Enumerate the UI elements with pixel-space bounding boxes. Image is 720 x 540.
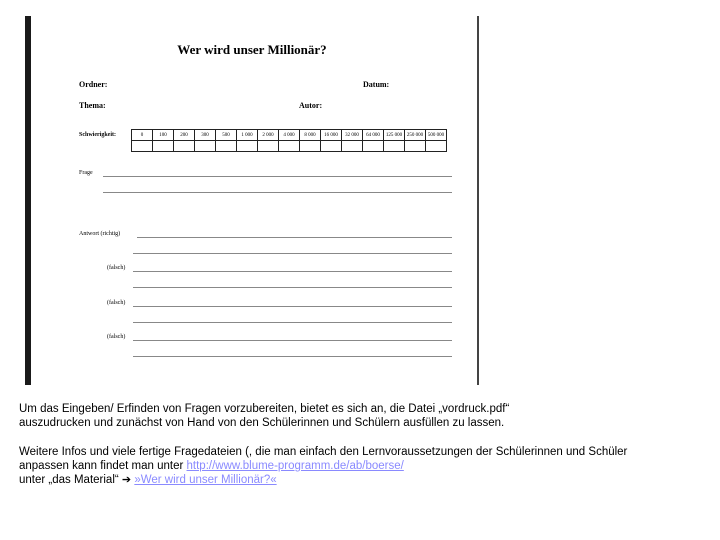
description-line-2: auszudrucken und zunächst von Hand von den Schülerinnen und Schülern ausfüllen zu lassen. [19, 417, 505, 429]
difficulty-mark-cell [132, 141, 153, 152]
difficulty-cell: 125 000 [384, 130, 405, 141]
label-falsch-2: (falsch) [107, 300, 126, 306]
difficulty-cell: 0 [132, 130, 153, 141]
difficulty-mark-cell [279, 141, 300, 152]
difficulty-table [131, 129, 447, 152]
label-thema: Thema: [79, 101, 106, 110]
difficulty-cell: 1 000 [237, 130, 258, 141]
difficulty-cell: 500 000 [426, 130, 447, 141]
label-frage: Frage [79, 170, 93, 176]
difficulty-mark-cell [237, 141, 258, 152]
antwort-line-1 [137, 237, 452, 238]
difficulty-mark-cell [426, 141, 447, 152]
label-autor: Autor: [299, 101, 323, 110]
difficulty-cell: 4 000 [279, 130, 300, 141]
falsch2-line-2 [133, 322, 452, 323]
difficulty-mark-cell [384, 141, 405, 152]
antwort-line-2 [133, 253, 452, 254]
difficulty-cell: 16 000 [321, 130, 342, 141]
scan-edge-left [25, 16, 31, 385]
difficulty-cell: 2 000 [258, 130, 279, 141]
label-schwierigkeit: Schwierigkeit: [79, 132, 116, 138]
label-antwort: Antwort (richtig) [79, 231, 121, 237]
description-line-4-prefix: anpassen kann findet man unter [19, 460, 187, 472]
difficulty-mark-cell [216, 141, 237, 152]
difficulty-cell: 200 [174, 130, 195, 141]
label-datum: Datum: [363, 80, 390, 89]
difficulty-mark-cell [174, 141, 195, 152]
description-line-3: Weitere Infos und viele fertige Fragedateien (, die man einfach den Lernvoraussetzungen der Schülerinnen und Schüler [19, 446, 628, 458]
falsch1-line-1 [133, 271, 452, 272]
description-line-1: Um das Eingeben/ Erfinden von Fragen vorzubereiten, bietet es sich an, die Datei „vordruck.pdf“ [19, 403, 510, 415]
difficulty-mark-cell [321, 141, 342, 152]
difficulty-cell: 100 [153, 130, 174, 141]
difficulty-mark-cell [153, 141, 174, 152]
form-title: Wer wird unser Millionär? [177, 42, 327, 57]
difficulty-cell: 8 000 [300, 130, 321, 141]
scan-edge-right [477, 16, 479, 385]
difficulty-cell: 250 000 [405, 130, 426, 141]
difficulty-mark-cell [195, 141, 216, 152]
difficulty-cell: 32 000 [342, 130, 363, 141]
falsch3-line-2 [133, 356, 452, 357]
falsch2-line-1 [133, 306, 452, 307]
description-line-4 [19, 459, 404, 473]
frage-line-2 [103, 192, 452, 193]
label-falsch-1: (falsch) [107, 265, 126, 271]
difficulty-empty-row [132, 141, 447, 152]
label-falsch-3: (falsch) [107, 334, 126, 340]
falsch3-line-1 [133, 340, 452, 341]
description-line-5-prefix: unter „das Material“ [19, 474, 122, 486]
difficulty-mark-cell [405, 141, 426, 152]
difficulty-cell: 500 [216, 130, 237, 141]
description-line-5 [19, 473, 277, 487]
boerse-link[interactable]: http://www.blume-programm.de/ab/boerse/ [186, 460, 404, 472]
falsch1-line-2 [133, 287, 452, 288]
material-link[interactable]: »Wer wird unser Millionär?« [134, 474, 277, 486]
difficulty-values-row [132, 130, 447, 141]
form-preview-image [25, 16, 479, 385]
difficulty-mark-cell [342, 141, 363, 152]
difficulty-cell: 64 000 [363, 130, 384, 141]
label-ordner: Ordner: [79, 80, 108, 89]
difficulty-mark-cell [363, 141, 384, 152]
difficulty-mark-cell [258, 141, 279, 152]
difficulty-mark-cell [300, 141, 321, 152]
arrow-right-icon: ➔ [121, 474, 132, 486]
frage-line-1 [103, 176, 452, 177]
difficulty-cell: 300 [195, 130, 216, 141]
